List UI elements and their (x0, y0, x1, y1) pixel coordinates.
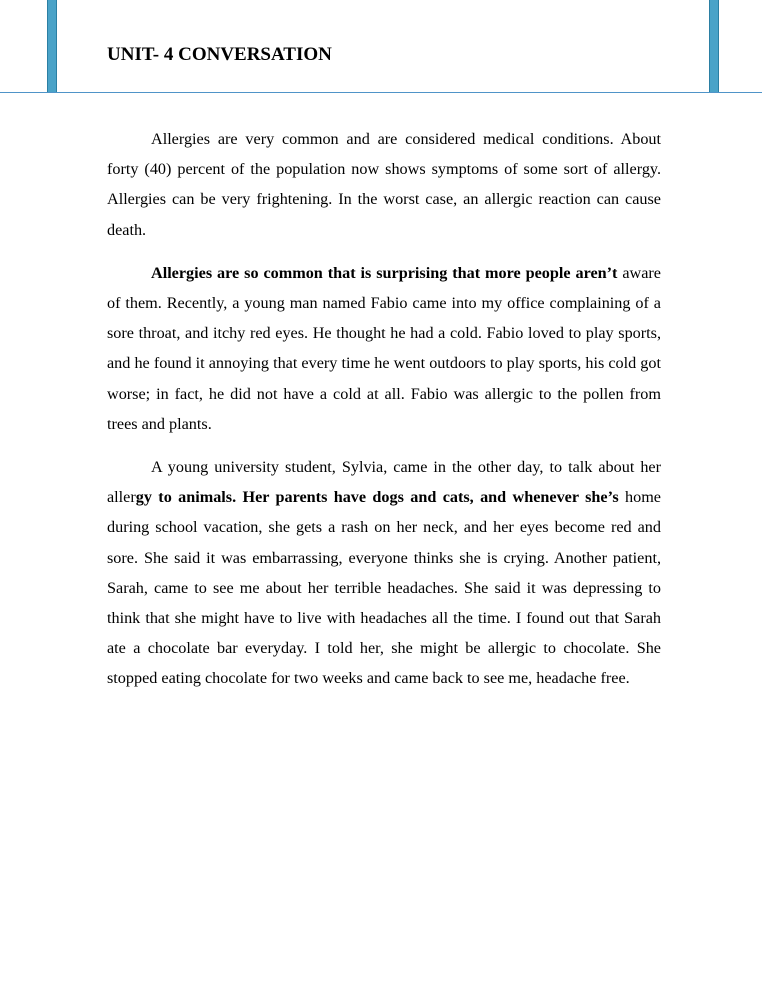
document-body (107, 124, 661, 707)
paragraph-3-bold-mid: gy to animals. Her parents have dogs and cats, and whenever she’s (135, 488, 619, 507)
header-accent-bar-right (709, 0, 719, 92)
unit-title: UNIT- 4 CONVERSATION (107, 44, 332, 65)
paragraph-2-text: aware of them. Recently, a young man named Fabio came into my office complaining of a sore throat, and itchy red eyes. He thought he had a cold. Fabio loved to play sports, and he found it annoying that every time he went outdoors to play sports, his cold got worse; in fact, he did not have a cold at all. Fabio was allergic to the pollen from trees and plants. (107, 263, 661, 433)
paragraph-3-text: home during school vacation, she gets a rash on her neck, and her eyes become red and sore. She said it was embarrassing, everyone thinks she is crying. Another patient, Sarah, came to see me about her terrible headaches. She said it was depressing to think that she might have to live with headaches all the time. I found out that Sarah ate a chocolate bar everyday. I told her, she might be allergic to chocolate. She stopped eating chocolate for two weeks and came back to see me, headache free. (107, 488, 661, 688)
paragraph-1-text: Allergies are very common and are considered medical conditions. About forty (40) percent of the population now shows symptoms of some sort of allergy. Allergies can be very frightening. In the worst case, an allergic reaction can cause death. (107, 130, 661, 239)
header-divider (0, 92, 762, 93)
paragraph-2 (107, 258, 661, 439)
header-accent-bar-left (47, 0, 57, 92)
paragraph-3-lead: A young university student, Sylvia, came in the other day, to talk about her aller (107, 458, 661, 507)
paragraph-1 (107, 124, 661, 245)
paragraph-2-bold-lead: Allergies are so common that is surprising that more people aren’t (151, 263, 618, 282)
paragraph-3 (107, 452, 661, 694)
page-header (0, 0, 768, 94)
